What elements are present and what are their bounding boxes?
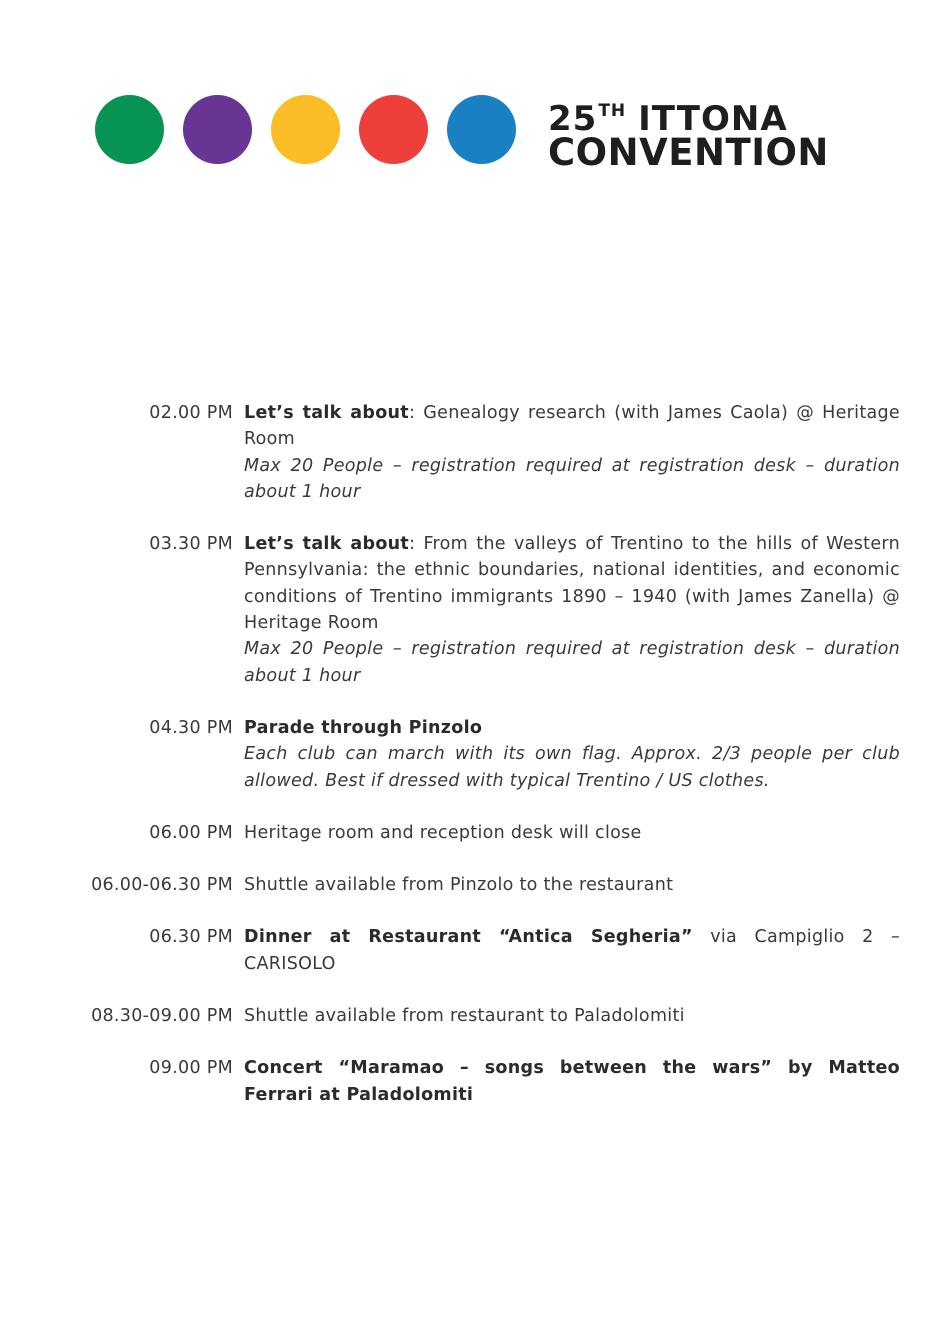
- schedule-time: 04.30 PM: [149, 717, 233, 738]
- schedule-item: [60, 400, 900, 505]
- schedule-item: [60, 924, 900, 977]
- schedule-title: Concert “Maramao – songs between the wars” by Matteo Ferrari at Paladolomiti: [244, 1058, 900, 1105]
- schedule-title: Dinner at Restaurant “Antica Segheria”: [244, 927, 693, 948]
- schedule-time: 08.30-09.00 PM: [91, 1006, 233, 1027]
- schedule-description: [244, 531, 900, 689]
- schedule-time: 09.00 PM: [149, 1058, 233, 1079]
- schedule-time: 06.30 PM: [149, 927, 233, 948]
- schedule-item: [60, 872, 900, 898]
- event-title-line1: [548, 94, 829, 139]
- schedule-description: [244, 400, 900, 505]
- schedule-item: [60, 531, 900, 689]
- red-dot: [359, 95, 428, 164]
- schedule-time: 03.30 PM: [149, 534, 233, 555]
- schedule-time: 06.00-06.30 PM: [91, 875, 233, 896]
- schedule-description: [244, 820, 900, 846]
- schedule-item: [60, 715, 900, 794]
- event-number: 25: [548, 99, 598, 139]
- schedule-item: [60, 1003, 900, 1029]
- event-title: [548, 94, 829, 174]
- schedule-description: [244, 872, 900, 898]
- schedule-title: Let’s talk about: [244, 534, 410, 555]
- schedule-list: [60, 400, 900, 1134]
- purple-dot: [183, 95, 252, 164]
- schedule-description: [244, 924, 900, 977]
- schedule-detail: Heritage room and reception desk will close: [244, 822, 642, 843]
- schedule-item: [60, 820, 900, 846]
- schedule-note: Each club can march with its own flag. Approx. 2/3 people per club allowed. Best if dressed with typical Trentino / US clothes.: [244, 744, 900, 791]
- schedule-description: [244, 1003, 900, 1029]
- schedule-item: [60, 1055, 900, 1108]
- schedule-title: Let’s talk about: [244, 403, 409, 423]
- schedule-time: 06.00 PM: [149, 822, 233, 843]
- event-name: ITTONA: [638, 99, 788, 139]
- event-title-line2: CONVENTION: [548, 131, 829, 174]
- schedule-detail: Shuttle available from Pinzolo to the restaurant: [244, 875, 674, 896]
- blue-dot: [447, 95, 516, 164]
- schedule-note: Max 20 People – registration required at registration desk – duration about 1 hour: [244, 455, 900, 502]
- schedule-title: Parade through Pinzolo: [244, 717, 483, 738]
- schedule-description: [244, 1055, 900, 1108]
- schedule-detail: Shuttle available from restaurant to Paladolomiti: [244, 1006, 685, 1027]
- event-number-suffix: TH: [598, 101, 627, 121]
- schedule-note: Max 20 People – registration required at registration desk – duration about 1 hour: [244, 639, 900, 686]
- schedule-description: [244, 715, 900, 794]
- schedule-detail: via Campiglio 2 – CARISOLO: [244, 927, 900, 974]
- schedule-detail: : From the valleys of Trentino to the hills of Western Pennsylvania: the ethnic boundaries, national identities, and economic conditions of Trentino immigrants 1890 – 1940 (with James Zanella) @ Heritage Room: [244, 534, 900, 634]
- yellow-dot: [271, 95, 340, 164]
- schedule-detail: : Genealogy research (with James Caola) @ Heritage Room: [244, 403, 901, 450]
- green-dot: [95, 95, 164, 164]
- logo-dots: [95, 94, 516, 164]
- schedule-time: 02.00 PM: [149, 403, 233, 423]
